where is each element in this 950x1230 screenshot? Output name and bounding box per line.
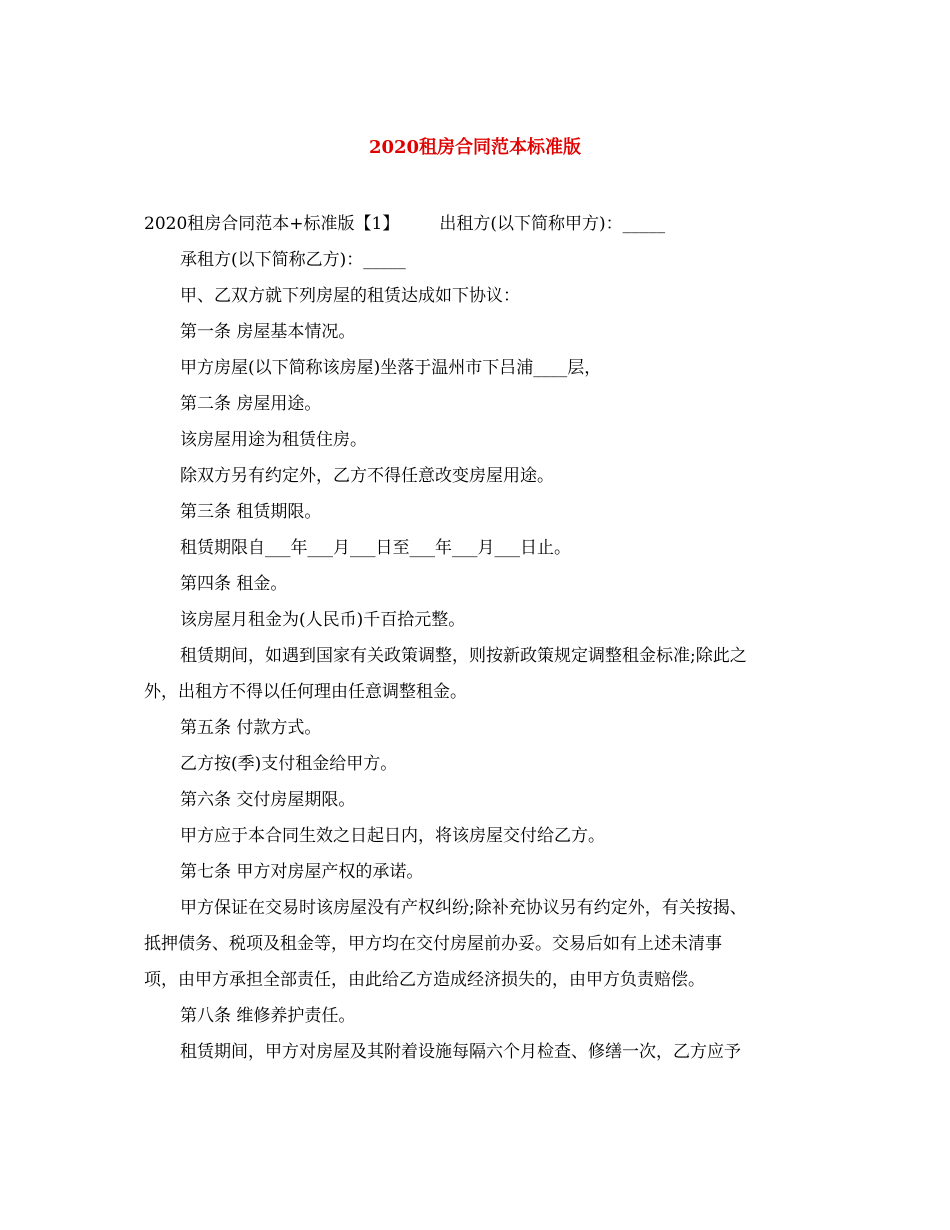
paragraph-line: [144, 206, 806, 242]
document-title: 2020租房合同范本标准版: [368, 137, 582, 158]
clause-heading: 第五条 付款方式。: [180, 718, 322, 738]
paragraph-line: 甲方保证在交易时该房屋没有产权纠纷;除补充协议另有约定外，有关按揭、: [180, 898, 747, 918]
paragraph-line: 除双方另有约定外，乙方不得任意改变房屋用途。: [180, 466, 554, 486]
clause-heading: 第四条 租金。: [180, 574, 288, 594]
paragraph-line: 租赁期间，甲方对房屋及其附着设施每隔六个月检查、修缮一次，乙方应予: [180, 1042, 741, 1062]
paragraph-line: 该房屋用途为租赁住房。: [180, 430, 367, 450]
paragraph-line: 甲、乙双方就下列房屋的租赁达成如下协议：: [180, 286, 520, 306]
lessor-line: 出租方(以下简称甲方)：_____: [439, 214, 666, 234]
clause-heading: 第一条 房屋基本情况。: [180, 322, 356, 342]
paragraph-line: 承租方(以下简称乙方)：_____: [180, 250, 406, 270]
paragraph-line: 甲方应于本合同生效之日起日内，将该房屋交付给乙方。: [180, 826, 605, 846]
clause-heading: 第三条 租赁期限。: [180, 502, 322, 522]
clause-heading: 第二条 房屋用途。: [180, 394, 322, 414]
clause-heading: 第七条 甲方对房屋产权的承诺。: [180, 862, 424, 882]
paragraph-line: 甲方房屋(以下简称该房屋)坐落于温州市下吕浦____层，: [180, 358, 602, 378]
document-body: [144, 206, 806, 1070]
clause-heading: 第六条 交付房屋期限。: [180, 790, 356, 810]
paragraph-line: 租赁期间，如遇到国家有关政策调整，则按新政策规定调整租金标准;除此之: [180, 646, 747, 666]
clause-heading: 第八条 维修养护责任。: [180, 1006, 356, 1026]
paragraph-line: 外，出租方不得以任何理由任意调整租金。: [144, 682, 467, 702]
section-heading: 2020租房合同范本+标准版【1】: [144, 214, 400, 234]
paragraph-line: 抵押债务、税项及租金等，甲方均在交付房屋前办妥。交易后如有上述未清事: [144, 934, 722, 954]
paragraph-line: 该房屋月租金为(人民币)千百拾元整。: [180, 610, 466, 630]
paragraph-line: 租赁期限自___年___月___日至___年___月___日止。: [180, 538, 571, 558]
paragraph-line: 项，由甲方承担全部责任，由此给乙方造成经济损失的，由甲方负责赔偿。: [144, 970, 705, 990]
paragraph-line: 乙方按(季)支付租金给甲方。: [180, 754, 398, 774]
